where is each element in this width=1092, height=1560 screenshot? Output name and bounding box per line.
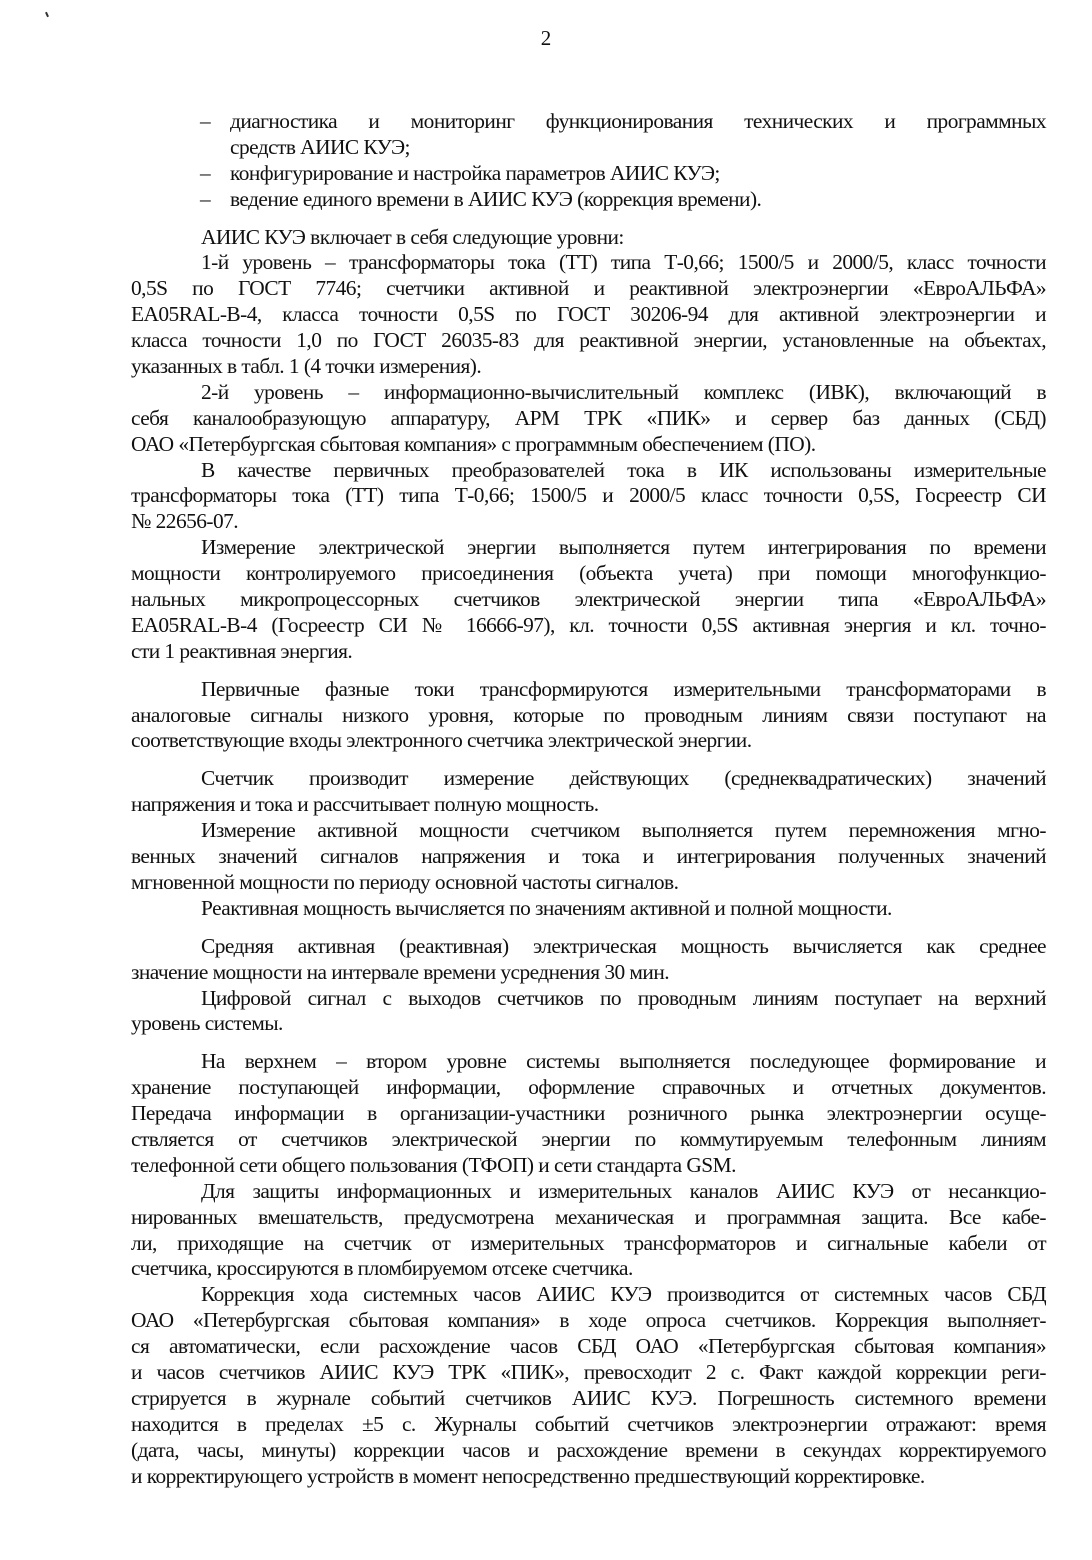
list-item: [131, 187, 1046, 213]
dash-bullet: –: [200, 160, 211, 185]
paragraph-digital-signal: Цифровой сигнал с выходов счетчиков по проводным линиям поступает на верхний уровень системы.: [131, 985, 1046, 1036]
scan-artifact: [45, 12, 49, 17]
page-number: 2: [540, 26, 552, 50]
paragraph-active-power: Измерение активной мощности счетчиком выполняется путем перемножения мгно- венных значений сигналов напряжения и тока и интегрирования полученных значений мгновенной мощности по периоду основной частоты сигналов.: [131, 818, 1046, 894]
list-item: [131, 109, 1046, 161]
paragraph-upper-level: На верхнем – втором уровне системы выполняется последующее формирование и хранение поступающей информации, оформление справочных и отчетных документов. Передача информации в организации-участники розничного рынка электроэнергии осуще- ствляется от счетчиков электрической энергии по коммутируемым телефонным линиям телефонной сети общего пользования (ТФОП) и сети стандарта GSM.: [131, 1049, 1046, 1177]
paragraph-protection: Для защиты информационных и измерительных каналов АИИС КУЭ от несанкцио- нированных вмешательств, предусмотрена механическая и программная защита. Все кабе- ли, приходящие на счетчик от измерительных трансформаторов и сигнальные кабели от счетчика, кроссируются в пломбируемом отсеке счетчика.: [131, 1178, 1046, 1281]
list-item-text: средств АИИС КУЭ;: [230, 134, 410, 159]
paragraph-level-1: 1-й уровень – трансформаторы тока (ТТ) типа Т-0,66; 1500/5 и 2000/5, класс точности 0,5S по ГОСТ 7746; счетчики активной и реактивной электроэнергии «ЕвроАЛЬФА» EA05RAL-B-4, класса точности 0,5S по ГОСТ 30206-94 для активной электроэнергии и класса точности 1,0 по ГОСТ 26035-83 для реактивной энергии, установленные на объектах, указанных в табл. 1 (4 точки измерения).: [131, 250, 1046, 379]
paragraph-level-2: 2-й уровень – информационно-вычислительный комплекс (ИВК), включающий в себя каналообразующую аппаратуру, АРМ ТРК «ПИК» и сервер баз данных (СБД) ОАО «Петербургская сбытовая компания» с программным обеспечением (ПО).: [131, 379, 1046, 456]
paragraph-meter-rms: Счетчик производит измерение действующих (среднеквадратических) значений напряжения и тока и рассчитывает полную мощность.: [131, 766, 1046, 817]
paragraph-time-correction: Коррекция хода системных часов АИИС КУЭ производится от системных часов СБД ОАО «Петербургская сбытовая компания» в ходе опроса счетчиков. Коррекция выполняет- ся автоматически, если расхождение часов СБД ОАО «Петербургская сбытовая компания» и часов счетчиков АИИС КУЭ ТРК «ПИК», превосходит 2 с. Факт каждой коррекции реги- стрируется в журнале событий счетчиков АИИС КУЭ. Погрешность системного времени находится в пределах ±5 с. Журналы событий счетчиков электроэнергии отражают: время (дата, часы, минуты) коррекции часов и расхождение времени в секундах корректируемого и корректирующего устройств в момент непосредственно предшествующий корректировке.: [131, 1282, 1046, 1488]
list-item: [131, 161, 1046, 187]
paragraph-phase-currents: Первичные фазные токи трансформируются измерительными трансформаторами в аналоговые сигналы низкого уровня, которые по проводным линиям связи поступают на соответствующие входы электронного счетчика электрической энергии.: [131, 676, 1046, 753]
dash-bullet: –: [200, 109, 211, 133]
paragraph-energy-measurement: Измерение электрической энергии выполняется путем интегрирования по времени мощности контролируемого присоединения (объекта учета) при помощи многофункцио- нальных микропроцессорных счетчиков электрической энергии типа «ЕвроАЛЬФА» EA05RAL-B-4 (Госреестр СИ № 16666-97), кл. точности 0,5S активная энергия и кл. точно- сти 1 реактивная энергия.: [131, 535, 1046, 663]
list-item-text: ведение единого времени в АИИС КУЭ (коррекция времени).: [230, 186, 762, 211]
paragraph-levels-intro: АИИС КУЭ включает в себя следующие уровни:: [201, 224, 624, 249]
document-body: [131, 109, 1046, 1489]
dash-bullet: –: [200, 186, 211, 211]
paragraph-reactive-power: Реактивная мощность вычисляется по значениям активной и полной мощности.: [201, 895, 892, 920]
list-item-text: диагностика и мониторинг функционирования технических и программных: [230, 109, 1046, 133]
list-item-text: конфигурирование и настройка параметров АИИС КУЭ;: [230, 160, 720, 185]
paragraph-primary-converters: В качестве первичных преобразователей тока в ИК использованы измерительные трансформаторы тока (ТТ) типа Т-0,66; 1500/5 и 2000/5 класс точности 0,5S, Госреестр СИ № 22656-07.: [131, 457, 1046, 534]
paragraph-average-power: Средняя активная (реактивная) электрическая мощность вычисляется как среднее значение мощности на интервале времени усреднения 30 мин.: [131, 933, 1046, 984]
function-list: [131, 109, 1046, 213]
